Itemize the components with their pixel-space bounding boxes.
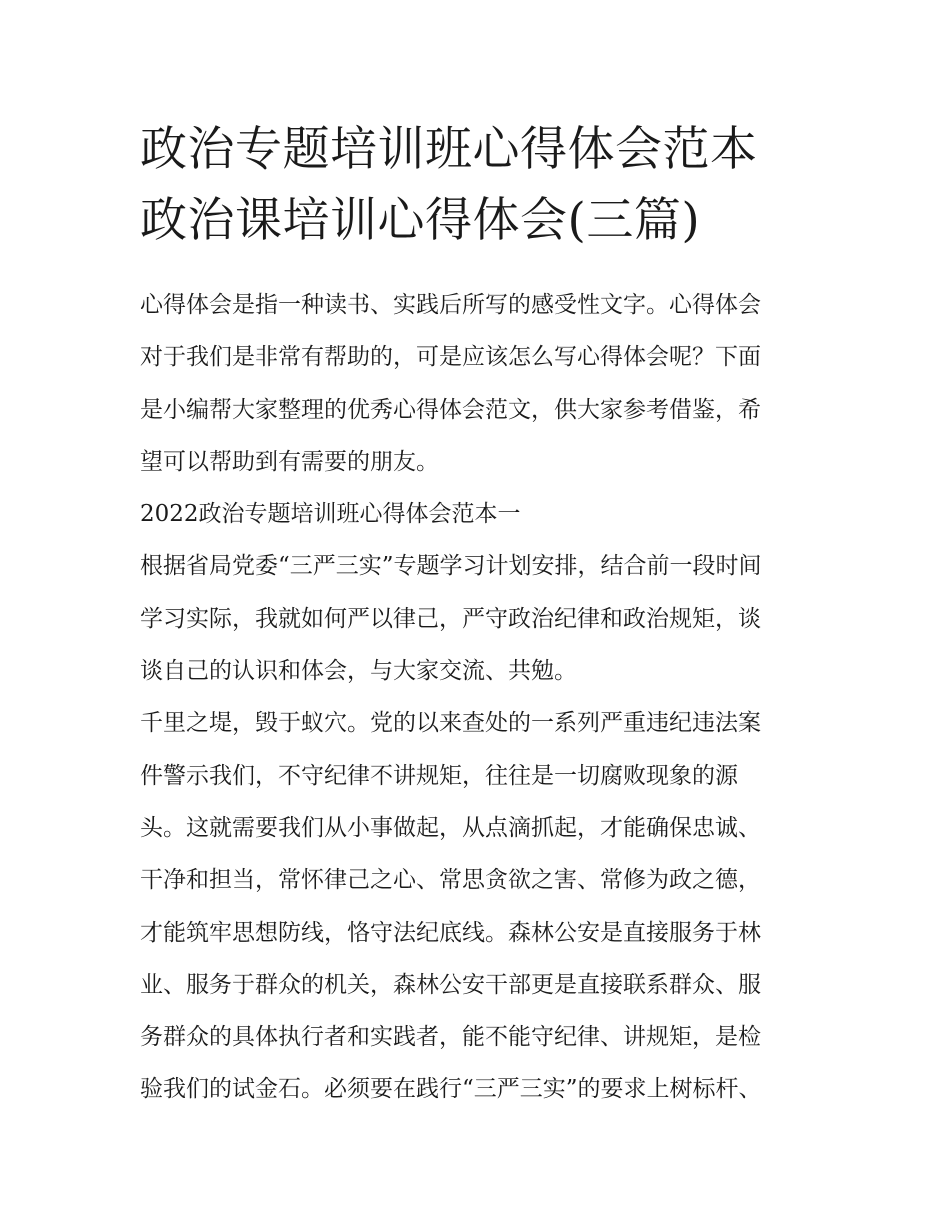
- body-line: 业、服务于群众的机关，森林公安干部更是直接联系群众、服: [140, 971, 761, 998]
- body-line: 谈自己的认识和体会，与大家交流、共勉。: [140, 658, 577, 685]
- document-title-line-1: 政治专题培训班心得体会范本: [140, 122, 758, 177]
- body-line: 对于我们是非常有帮助的，可是应该怎么写心得体会呢？下面: [140, 344, 761, 371]
- document-title-line-2: 政治课培训心得体会(三篇): [140, 193, 701, 248]
- body-line: 心得体会是指一种读书、实践后所写的感受性文字。心得体会: [140, 292, 761, 318]
- body-line: 根据省局党委“三严三实”专题学习计划安排，结合前一段时间: [140, 553, 762, 580]
- body-line: 才能筑牢思想防线，恪守法纪底线。森林公安是直接服务于林: [140, 919, 761, 946]
- body-line: 是小编帮大家整理的优秀心得体会范文，供大家参考借鉴，希: [140, 396, 761, 423]
- section-heading: 2022政治专题培训班心得体会范本一: [140, 501, 521, 528]
- body-line: 务群众的具体执行者和实践者，能不能守纪律、讲规矩，是检: [140, 1024, 761, 1051]
- document-body: [140, 279, 820, 1116]
- body-line: 头。这就需要我们从小事做起，从点滴抓起，才能确保忠诚、: [140, 814, 761, 841]
- body-line: 验我们的试金石。必须要在践行“三严三实”的要求上树标杆、: [140, 1076, 762, 1103]
- body-line: 千里之堤，毁于蚁穴。党的以来查处的一系列严重违纪违法案: [140, 710, 761, 737]
- body-line: 件警示我们，不守纪律不讲规矩，往往是一切腐败现象的源: [140, 762, 738, 789]
- body-line: 干净和担当，常怀律己之心、常思贪欲之害、常修为政之德，: [140, 867, 761, 894]
- body-line: 学习实际，我就如何严以律己，严守政治纪律和政治规矩，谈: [140, 605, 761, 632]
- body-line: 望可以帮助到有需要的朋友。: [140, 448, 439, 475]
